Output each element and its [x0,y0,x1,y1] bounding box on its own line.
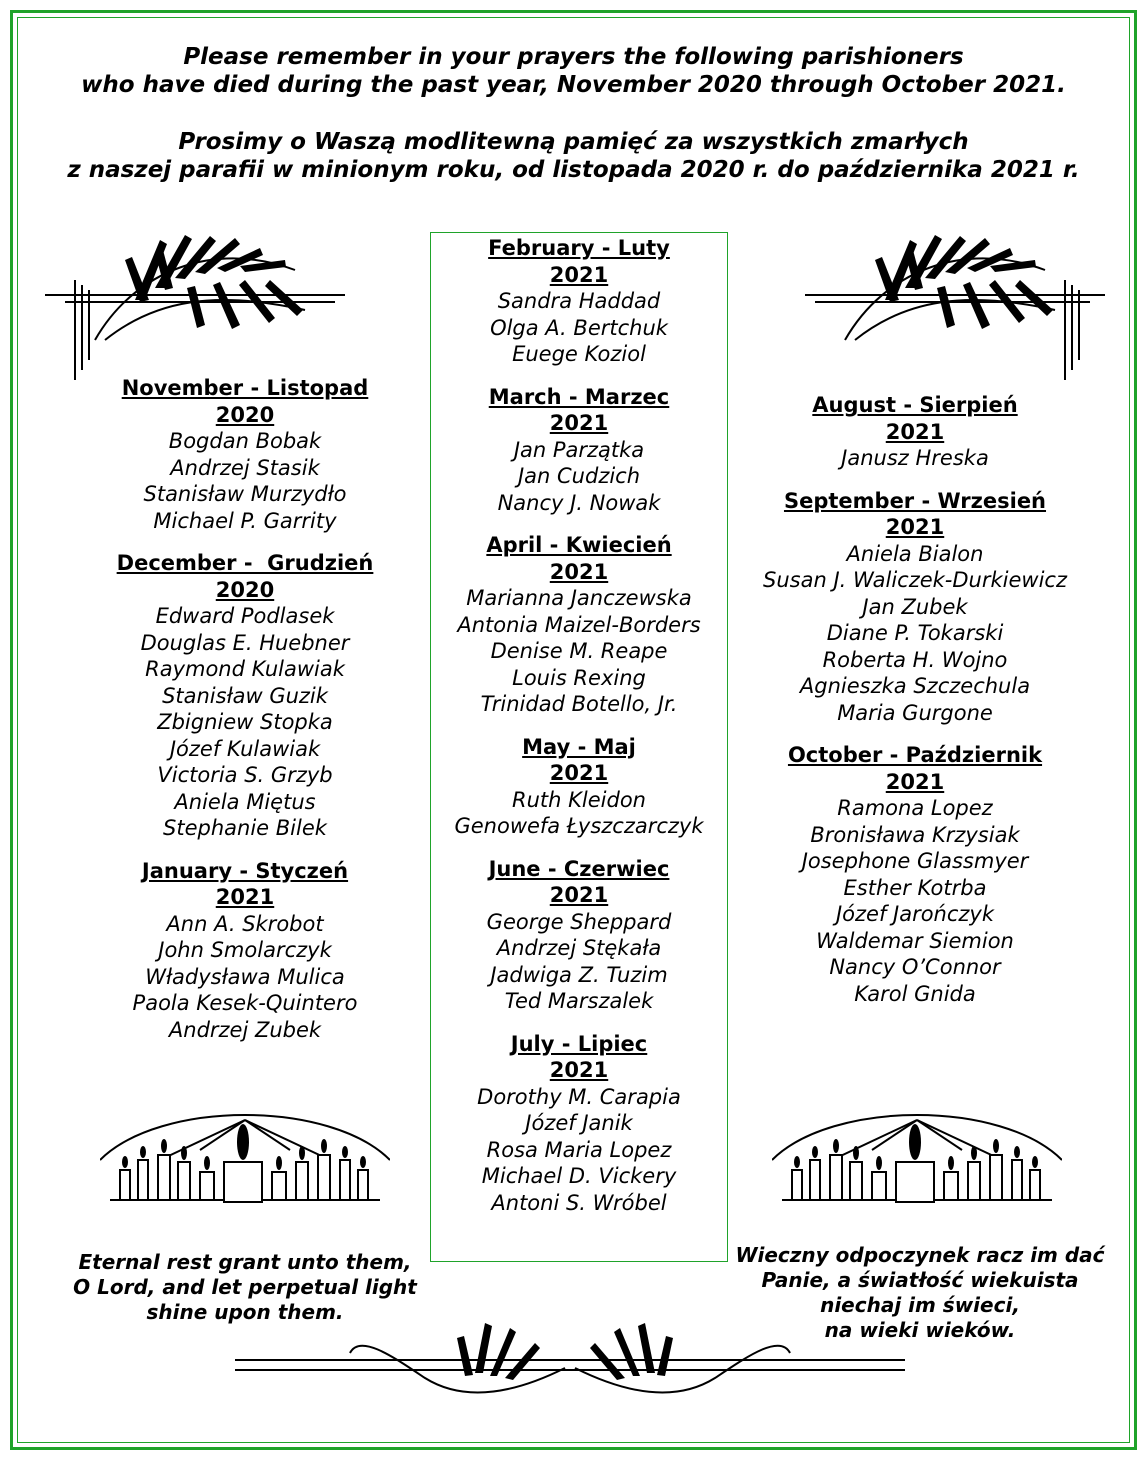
month-year: 2021 [549,1058,609,1082]
month-heading: February - Luty [488,236,670,260]
month-block-april [431,532,727,718]
month-year: 2021 [885,769,945,794]
parishioner-name: Jan Zubek [862,594,968,619]
parishioner-name: Nancy J. Nowak [497,490,661,515]
parishioner-name: Douglas E. Huebner [140,630,350,655]
parishioner-name: Esther Kotrba [843,875,987,900]
parishioner-name: Michael D. Vickery [481,1164,677,1188]
intro-polish-line-2: z naszej parafii w minionym roku, od listopada 2020 r. do października 2021 r. [67,157,1080,183]
prayer-english [50,1250,440,1325]
parishioner-name: Euege Koziol [512,342,646,366]
month-block-october [750,742,1080,1007]
month-heading: June - Czerwiec [488,856,670,881]
palm-branch-icon [45,230,350,380]
intro-english-line-1: Please remember in your prayers the following parishioners [183,44,964,70]
parishioner-name: Aniela Miętus [174,789,316,814]
parishioner-name: Trinidad Botello, Jr. [480,692,678,716]
parishioner-name: Raymond Kulawiak [145,657,345,681]
parishioner-name: Władysława Mulica [145,964,345,989]
parishioner-name: Stephanie Bilek [163,816,327,840]
palm-flourish-icon [235,1318,905,1408]
palm-branch-icon [805,230,1110,380]
prayer-english-line: Eternal rest grant unto them, [78,1250,412,1274]
month-block-january [80,858,410,1044]
parishioner-name: Bronisława Krzysiak [810,822,1020,847]
month-heading: January - Styczeń [141,858,349,883]
parishioner-name: Roberta H. Wojno [822,647,1008,672]
month-block-august [750,392,1080,472]
parishioner-name: Louis Rexing [512,665,646,690]
parishioner-name: Waldemar Siemion [816,928,1014,953]
month-year: 2021 [549,883,609,907]
parishioner-name: Janusz Hreska [841,446,989,470]
parishioner-name: Michael P. Garrity [153,508,337,533]
parishioner-name: Jadwiga Z. Tuzim [490,962,668,987]
column-right [750,392,1080,1023]
parishioner-name: Aniela Bialon [846,541,984,566]
month-block-july [431,1031,727,1217]
prayer-polish-line: Panie, a światłość wiekuista [761,1268,1079,1292]
column-left [80,375,410,1059]
parishioner-name: Józef Jarończyk [835,902,995,926]
parishioner-name: Denise M. Reape [490,639,668,663]
month-year: 2021 [885,419,945,444]
intro-english [40,43,1107,99]
month-year: 2020 [215,577,275,602]
parishioner-name: Sandra Haddad [497,289,661,313]
month-block-march [431,384,727,517]
month-year: 2021 [215,885,275,909]
intro-english-line-2: who have died during the past year, November 2020 through October 2021. [81,72,1066,98]
prayer-polish-line: na wieki wieków. [824,1318,1016,1342]
month-block-december [80,550,410,842]
month-block-may [431,734,727,840]
month-block-november [80,375,410,534]
month-heading: December - Grudzień [116,551,374,575]
month-block-june [431,856,727,1015]
prayer-polish-line: niechaj im świeci, [820,1293,1020,1317]
month-year: 2021 [549,559,609,584]
month-heading: August - Sierpień [812,393,1018,417]
intro-polish-line-1: Prosimy o Waszą modlitewną pamięć za wszystkich zmarłych [178,129,969,155]
parishioner-name: Ruth Kleidon [512,787,646,812]
prayer-english-line: shine upon them. [146,1300,344,1324]
candles-icon [100,1100,390,1210]
month-heading: March - Marzec [488,384,670,409]
month-year: 2021 [885,515,945,539]
month-heading: May - Maj [522,734,636,759]
parishioner-name: John Smolarczyk [158,938,332,962]
parishioner-name: Andrzej Zubek [168,1017,322,1042]
month-heading: April - Kwiecień [486,533,672,557]
parishioner-name: Victoria S. Grzyb [157,763,333,787]
parishioner-name: Ann A. Skrobot [166,911,324,936]
parishioner-name: Josephone Glassmyer [801,849,1029,873]
month-heading: October - Październik [787,743,1043,767]
month-heading: July - Lipiec [510,1031,648,1056]
parishioner-name: Karol Gnida [854,981,976,1006]
month-year: 2021 [549,761,609,785]
parishioner-name: Maria Gurgone [837,700,993,725]
parishioner-name: Olga A. Bertchuk [490,315,668,340]
candles-icon [772,1100,1062,1210]
column-middle [430,232,728,1262]
parishioner-name: Ted Marszalek [504,989,654,1013]
parishioner-name: Andrzej Stasik [170,455,320,480]
parishioner-name: Edward Podlasek [155,604,335,628]
month-year: 2021 [549,411,609,435]
parishioner-name: Jan Cudzich [517,464,641,488]
parishioner-name: Paola Kesek-Quintero [132,991,358,1015]
parishioner-name: Genowefa Łyszczarczyk [454,814,704,838]
intro-polish [40,128,1107,184]
parishioner-name: Jan Parzątka [513,437,645,462]
parishioner-name: Stanisław Murzydło [143,482,347,506]
parishioner-name: Nancy O’Connor [829,955,1001,979]
parishioner-name: Susan J. Waliczek-Durkiewicz [763,568,1067,592]
month-block-february [431,235,727,368]
parishioner-name: Andrzej Stękała [496,936,662,960]
month-year: 2021 [549,262,609,287]
month-heading: November - Listopad [121,376,369,400]
parishioner-name: Dorothy M. Carapia [477,1084,681,1109]
month-heading: September - Wrzesień [783,488,1047,513]
parishioner-name: Antoni S. Wróbel [491,1190,667,1215]
month-block-september [750,488,1080,727]
parishioner-name: Rosa Maria Lopez [486,1137,672,1162]
parishioner-name: Antonia Maizel-Borders [457,612,701,637]
prayer-english-line: O Lord, and let perpetual light [73,1275,417,1299]
parishioner-name: Zbigniew Stopka [157,710,333,734]
parishioner-name: George Sheppard [486,909,672,934]
parishioner-name: Stanisław Guzik [162,683,328,708]
prayer-polish-line: Wieczny odpoczynek racz im dać [735,1243,1105,1267]
parishioner-name: Ramona Lopez [837,796,993,820]
month-year: 2020 [215,402,275,427]
parishioner-name: Marianna Janczewska [466,586,692,610]
parishioner-name: Agnieszka Szczechula [799,674,1031,698]
parishioner-name: Diane P. Tokarski [826,621,1004,645]
parishioner-name: Józef Janik [525,1111,633,1135]
parishioner-name: Józef Kulawiak [169,736,321,761]
parishioner-name: Bogdan Bobak [168,429,322,453]
